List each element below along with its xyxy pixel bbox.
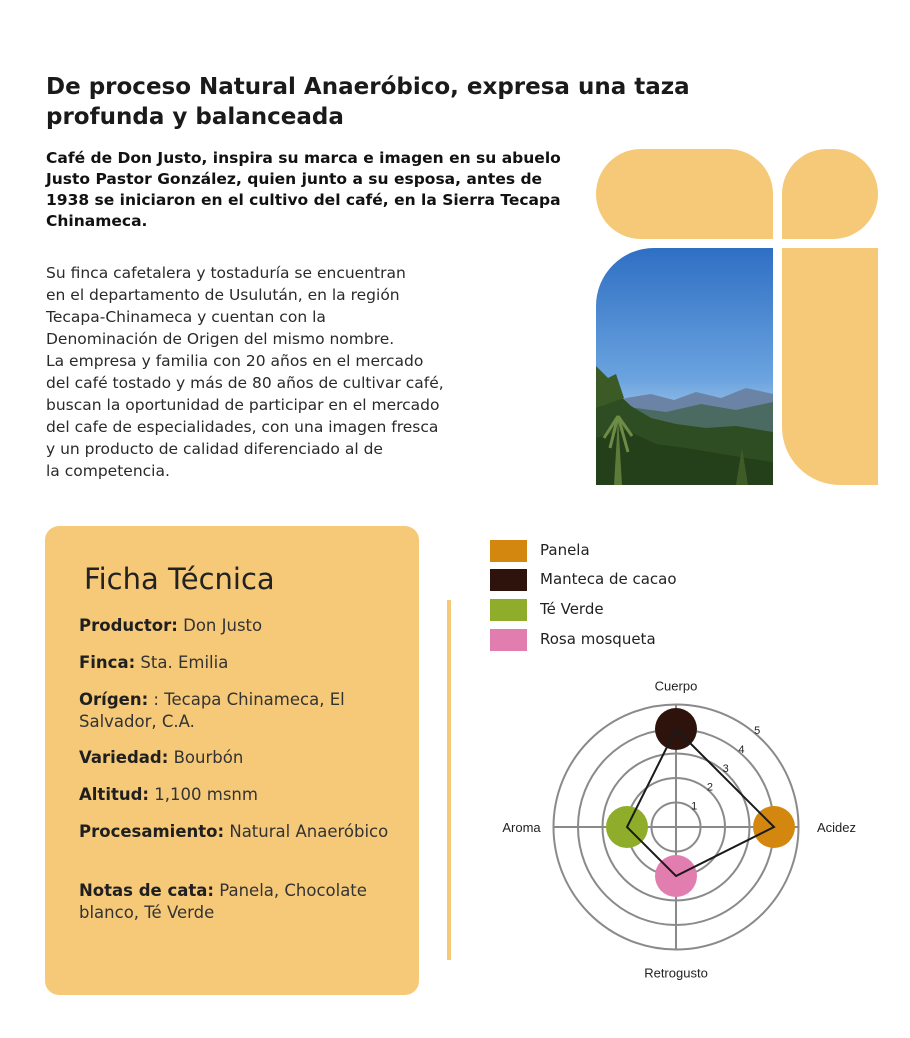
ficha-label: Orígen: xyxy=(79,690,149,709)
ficha-value: 1,100 msnm xyxy=(149,785,258,804)
ficha-label: Notas de cata: xyxy=(79,881,215,900)
legend-swatch xyxy=(490,629,527,651)
legend-swatch xyxy=(490,540,527,562)
ficha-row-finca xyxy=(79,652,399,674)
ficha-row-notas xyxy=(79,880,399,924)
axis-label-cuerpo: Cuerpo xyxy=(654,678,698,694)
axis-label-aroma: Aroma xyxy=(502,820,541,835)
ficha-label: Finca: xyxy=(79,653,136,672)
profile-polygon xyxy=(627,729,774,876)
body-line: Tecapa-Chinameca y cuentan con la xyxy=(46,308,326,326)
ficha-row-origen xyxy=(79,689,399,733)
body-paragraph xyxy=(46,262,566,482)
decorative-petal xyxy=(782,149,878,239)
headline xyxy=(46,72,766,132)
body-line: La empresa y familia con 20 años en el mercado xyxy=(46,352,424,370)
body-line: Denominación de Origen del mismo nombre. xyxy=(46,330,395,348)
ficha-value: Panela, Chocolate blanco, Té Verde xyxy=(79,881,367,922)
legend-label: Té Verde xyxy=(540,600,604,618)
ficha-row-altitud xyxy=(79,784,399,806)
vertical-divider xyxy=(447,600,451,960)
ring-label: 1 xyxy=(691,800,698,813)
decorative-petal xyxy=(596,149,773,239)
ring-label: 5 xyxy=(754,725,761,738)
body-line: del café tostado y más de 80 años de cultivar café, xyxy=(46,374,444,392)
ficha-row-variedad xyxy=(79,747,399,769)
landscape-photo xyxy=(596,248,773,485)
ficha-label: Productor: xyxy=(79,616,178,635)
ficha-value: Bourbón xyxy=(168,748,244,767)
headline-line: De proceso Natural Anaeróbico, expresa una taza xyxy=(46,74,690,100)
ring-label: 2 xyxy=(706,781,714,794)
axis-label-acidez: Acidez xyxy=(816,820,857,835)
legend-swatch xyxy=(490,569,527,591)
ficha-label: Variedad: xyxy=(79,748,169,767)
axis-label-retrogusto: Retrogusto xyxy=(644,965,708,981)
lead-paragraph: Café de Don Justo, inspira su marca e imagen en su abuelo Justo Pastor González, quien junto a su esposa, antes de 1938 se iniciaron en el cultivo del café, en la Sierra Tecapa Chinameca. xyxy=(46,149,561,230)
body-line: buscan la oportunidad de participar en el mercado xyxy=(46,396,440,414)
ficha-row-procesamiento xyxy=(79,821,399,843)
ficha-value: Don Justo xyxy=(177,616,263,635)
ficha-title: Ficha Técnica xyxy=(84,562,275,596)
body-line: en el departamento de Usulután, en la región xyxy=(46,286,400,304)
ring-label: 3 xyxy=(722,762,729,775)
legend-label: Panela xyxy=(540,541,590,559)
radar-chart xyxy=(480,660,880,1000)
body-line: y un producto de calidad diferenciado al de xyxy=(46,440,383,458)
ficha-value: Natural Anaeróbico xyxy=(224,822,389,841)
legend-swatch xyxy=(490,599,527,621)
ring-label: 4 xyxy=(738,743,745,756)
headline-line: profunda y balanceada xyxy=(46,104,344,130)
ficha-label: Procesamiento: xyxy=(79,822,225,841)
legend-label: Manteca de cacao xyxy=(540,570,677,588)
ficha-label: Altitud: xyxy=(79,785,150,804)
ficha-value: : Tecapa Chinameca, El Salvador, C.A. xyxy=(79,690,345,731)
ficha-row-productor xyxy=(79,615,399,637)
body-line: Su finca cafetalera y tostaduría se encuentran xyxy=(46,264,406,282)
legend-label: Rosa mosqueta xyxy=(540,630,656,648)
body-line: del cafe de especialidades, con una imagen fresca xyxy=(46,418,439,436)
ficha-value: Sta. Emilia xyxy=(135,653,229,672)
decorative-petal xyxy=(782,248,878,485)
body-line: la competencia. xyxy=(46,462,170,480)
